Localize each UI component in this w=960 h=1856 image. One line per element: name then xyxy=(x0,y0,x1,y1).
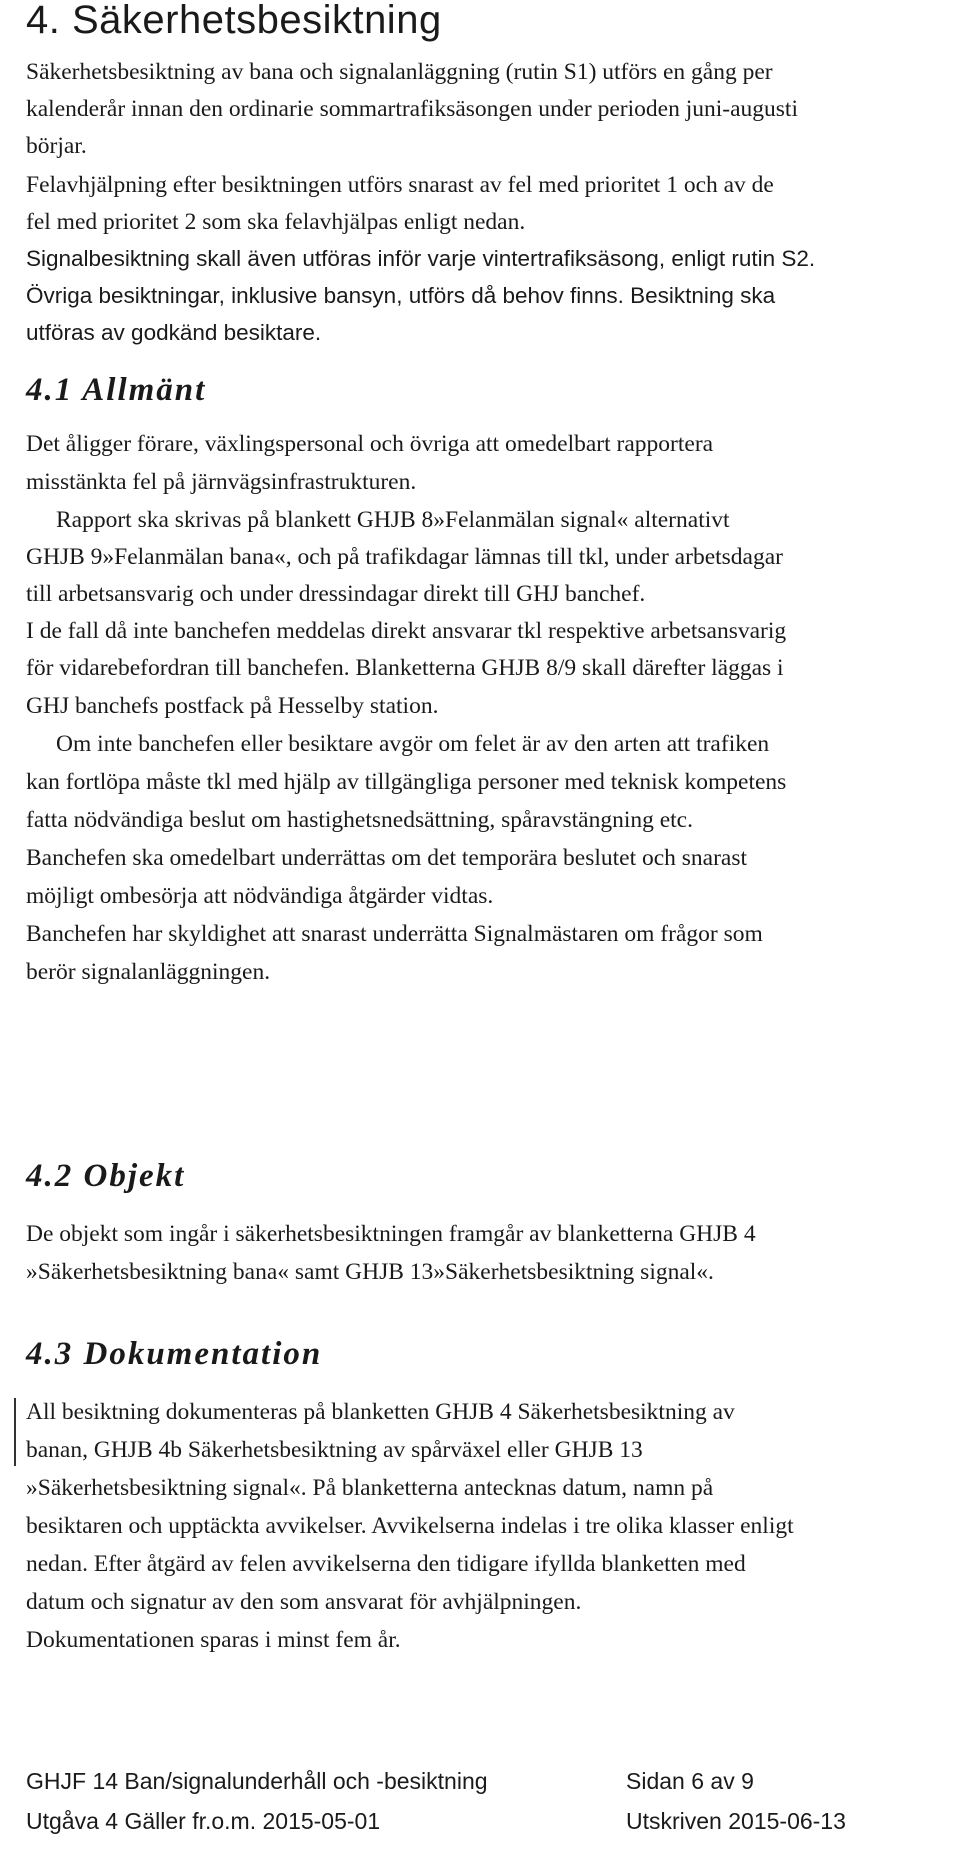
footer-page-number: Sidan 6 av 9 xyxy=(626,1768,754,1794)
footer-edition: Utgåva 4 Gäller fr.o.m. 2015-05-01 xyxy=(26,1808,381,1834)
text-line: misstänkta fel på järnvägsinfrastrukturen. xyxy=(26,469,417,495)
text-line: Övriga besiktningar, inklusive bansyn, utförs då behov finns. Besiktning ska xyxy=(26,283,776,308)
section-heading-allmant: 4.1 Allmänt xyxy=(26,372,207,408)
text-line: utföras av godkänd besiktare. xyxy=(26,320,322,345)
text-line: Det åligger förare, växlingspersonal och övriga att omedelbart rapportera xyxy=(26,431,714,457)
text-line: till arbetsansvarig och under dressindagar direkt till GHJ banchef. xyxy=(26,581,646,607)
text-line: Dokumentationen sparas i minst fem år. xyxy=(26,1627,401,1653)
text-line: kalenderår innan den ordinarie sommartrafiksäsongen under perioden juni-augusti xyxy=(26,96,798,122)
text-line: fatta nödvändiga beslut om hastighetsnedsättning, spåravstängning etc. xyxy=(26,807,693,833)
text-line: möjligt ombesörja att nödvändiga åtgärder vidtas. xyxy=(26,883,494,909)
text-line: Rapport ska skrivas på blankett GHJB 8»Felanmälan signal« alternativt xyxy=(56,507,730,533)
page-heading: 4. Säkerhetsbesiktning xyxy=(26,0,442,42)
text-line: kan fortlöpa måste tkl med hjälp av tillgängliga personer med teknisk kompetens xyxy=(26,769,787,795)
text-line: »Säkerhetsbesiktning bana« samt GHJB 13»Säkerhetsbesiktning signal«. xyxy=(26,1259,714,1285)
text-line: Signalbesiktning skall även utföras inför varje vintertrafiksäsong, enligt rutin S2. xyxy=(26,246,816,271)
text-line: All besiktning dokumenteras på blanketten GHJB 4 Säkerhetsbesiktning av xyxy=(26,1399,735,1425)
text-line: börjar. xyxy=(26,133,87,159)
text-line: Felavhjälpning efter besiktningen utförs snarast av fel med prioritet 1 och av de xyxy=(26,172,774,198)
text-line: GHJ banchefs postfack på Hesselby station. xyxy=(26,693,439,719)
text-line: Om inte banchefen eller besiktare avgör om felet är av den arten att trafiken xyxy=(56,731,770,757)
text-line: för vidarebefordran till banchefen. Blanketterna GHJB 8/9 skall därefter läggas i xyxy=(26,655,784,681)
text-line: datum och signatur av den som ansvarat för avhjälpningen. xyxy=(26,1589,582,1615)
text-line: De objekt som ingår i säkerhetsbesiktningen framgår av blanketterna GHJB 4 xyxy=(26,1221,756,1247)
text-line: Banchefen ska omedelbart underrättas om det temporära beslutet och snarast xyxy=(26,845,748,871)
text-line: berör signalanläggningen. xyxy=(26,959,271,985)
text-line: GHJB 9»Felanmälan bana«, och på trafikdagar lämnas till tkl, under arbetsdagar xyxy=(26,544,783,570)
section-heading-objekt: 4.2 Objekt xyxy=(26,1158,186,1194)
text-line: Banchefen har skyldighet att snarast underrätta Signalmästaren om frågor som xyxy=(26,921,763,947)
section-heading-dokumentation: 4.3 Dokumentation xyxy=(26,1336,323,1372)
text-line: fel med prioritet 2 som ska felavhjälpas enligt nedan. xyxy=(26,209,526,235)
footer-printed-date: Utskriven 2015-06-13 xyxy=(626,1808,846,1834)
text-line: besiktaren och upptäckta avvikelser. Avvikelserna indelas i tre olika klasser enligt xyxy=(26,1513,794,1539)
text-line: banan, GHJB 4b Säkerhetsbesiktning av spårväxel eller GHJB 13 xyxy=(26,1437,643,1463)
footer-doc-title: GHJF 14 Ban/signalunderhåll och -besiktning xyxy=(26,1768,488,1794)
text-line: Säkerhetsbesiktning av bana och signalanläggning (rutin S1) utförs en gång per xyxy=(26,59,773,85)
text-line: I de fall då inte banchefen meddelas direkt ansvarar tkl respektive arbetsansvarig xyxy=(26,618,787,644)
revision-change-bar xyxy=(14,1398,16,1466)
text-line: nedan. Efter åtgärd av felen avvikelserna den tidigare ifyllda blanketten med xyxy=(26,1551,746,1577)
text-line: »Säkerhetsbesiktning signal«. På blanketterna antecknas datum, namn på xyxy=(26,1475,714,1501)
